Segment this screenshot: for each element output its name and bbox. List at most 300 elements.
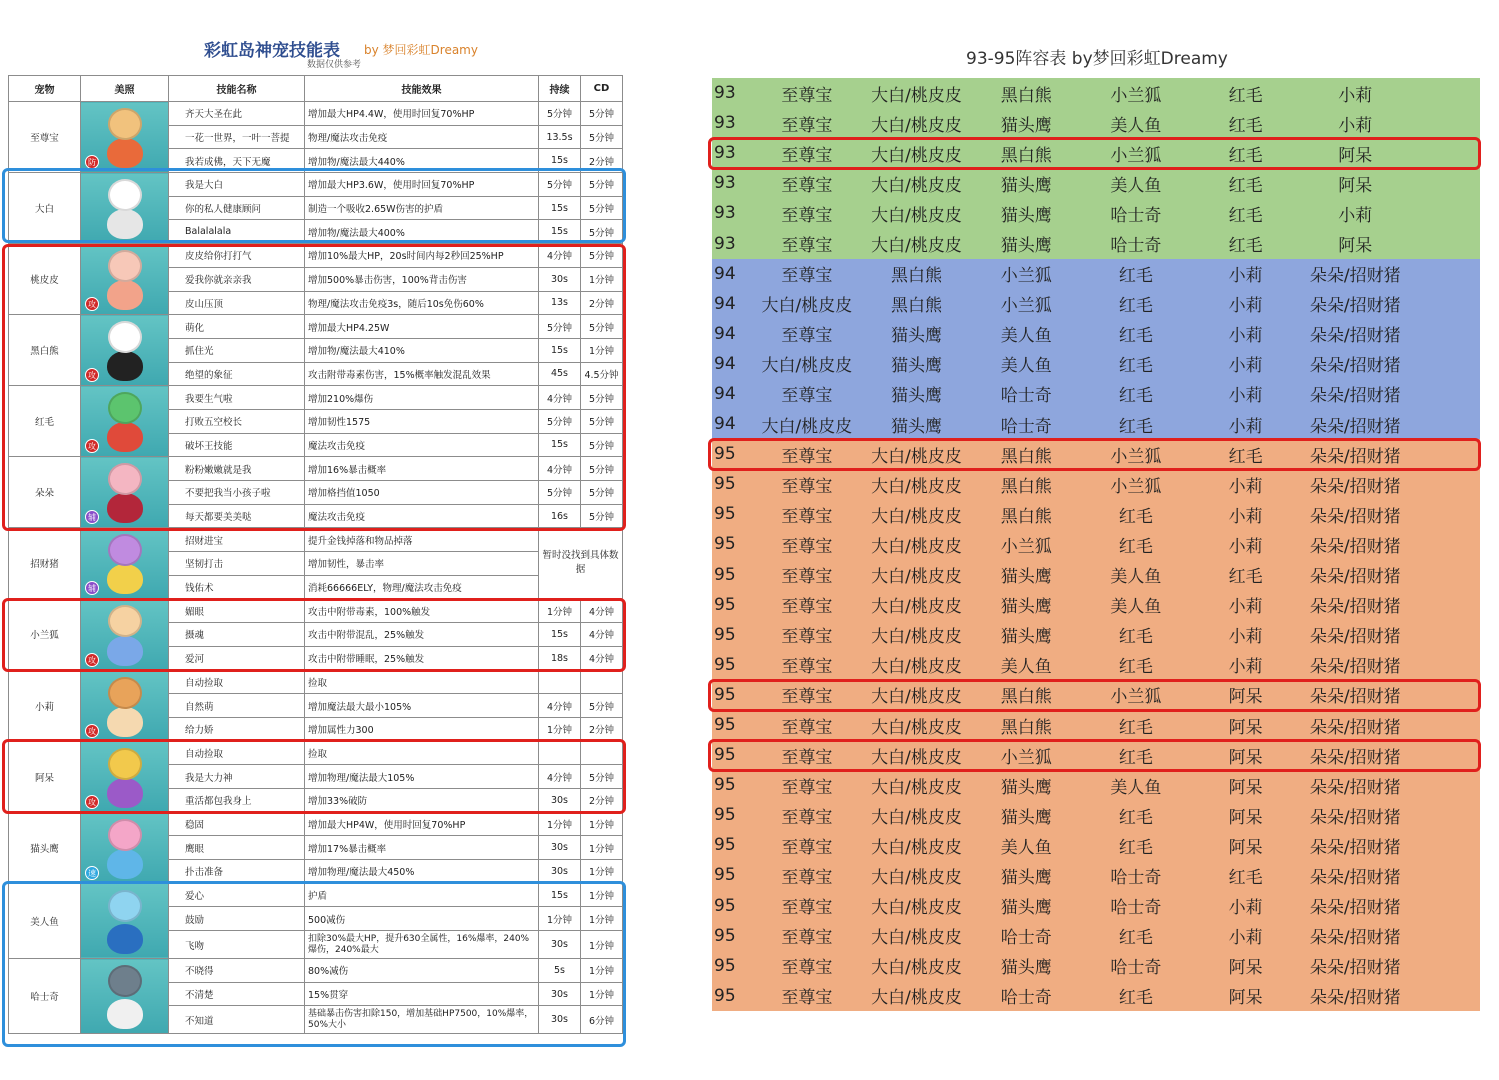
lineup-member: 阿呆 (1228, 687, 1263, 708)
skill-cd: 5分钟 (581, 315, 623, 339)
skill-effect: 增加17%暴击概率 (305, 836, 539, 860)
skill-duration: 30s (539, 836, 581, 860)
skill-effect: 增加最大HP4W，使用时回复70%HP (305, 812, 539, 836)
lineup-member: 阿呆 (1338, 175, 1373, 196)
pet-photo (81, 670, 169, 741)
skill-name: 每天都要美美哒 (169, 504, 305, 528)
lineup-row (712, 259, 1480, 289)
no-data-note: 暂时没找到具体数据 (539, 528, 623, 599)
lineup-member: 大白/桃皮皮 (871, 717, 962, 738)
lineup-level: 95 (714, 805, 736, 826)
skill-duration (539, 670, 581, 694)
skill-effect: 捡取 (305, 741, 539, 765)
skill-duration: 18s (539, 646, 581, 670)
lineup-member: 小兰狐 (1000, 536, 1052, 557)
skill-duration: 15s (539, 883, 581, 907)
lineup-level: 93 (714, 143, 736, 164)
lineup-row (712, 349, 1480, 379)
lineup-member: 朵朵/招财猪 (1309, 326, 1401, 347)
lineup-member: 哈士奇 (1000, 386, 1052, 407)
lineup-member: 至尊宝 (781, 928, 833, 949)
lineup-member: 猫头鹰 (1000, 115, 1052, 136)
lineup-member: 哈士奇 (1110, 205, 1162, 226)
lineup-member: 朵朵/招财猪 (1309, 416, 1401, 437)
lineup-member: 美人鱼 (1000, 837, 1052, 858)
skill-effect: 增加物/魔法最大410% (305, 338, 539, 362)
skill-effect: 增加物/魔法最大440% (305, 149, 539, 173)
pet-head-shape (108, 108, 142, 140)
skill-sheet-header (8, 30, 626, 75)
lineup-member: 大白/桃皮皮 (871, 446, 962, 467)
skill-duration: 5分钟 (539, 173, 581, 197)
lineup-level: 95 (714, 504, 736, 525)
lineup-member: 朵朵/招财猪 (1309, 807, 1401, 828)
pet-photo (81, 883, 169, 958)
skill-duration: 1分钟 (539, 717, 581, 741)
skill-effect: 消耗66666ELY，物理/魔法攻击免疫 (305, 575, 539, 599)
skill-duration: 4分钟 (539, 244, 581, 268)
lineup-level: 93 (714, 203, 736, 224)
pet-portrait-image (81, 813, 168, 883)
lineup-member: 朵朵/招财猪 (1309, 657, 1401, 678)
lineup-level: 95 (714, 865, 736, 886)
pet-body-shape (107, 209, 143, 239)
skill-duration: 1分钟 (539, 812, 581, 836)
lineup-member: 阿呆 (1228, 988, 1263, 1009)
lineup-row (712, 78, 1480, 108)
lineup-member: 至尊宝 (781, 627, 833, 648)
skill-row (9, 812, 623, 836)
lineup-member: 红毛 (1228, 175, 1263, 196)
lineup-member: 猫头鹰 (1000, 627, 1052, 648)
lineup-member: 大白/桃皮皮 (871, 958, 962, 979)
skill-duration: 4分钟 (539, 386, 581, 410)
lineup-member: 大白/桃皮皮 (871, 898, 962, 919)
lineup-member: 至尊宝 (781, 867, 833, 888)
skill-duration: 30s (539, 931, 581, 959)
skill-row (9, 102, 623, 126)
skill-row (9, 670, 623, 694)
lineup-member: 小莉 (1228, 356, 1263, 377)
lineup-member: 大白/桃皮皮 (871, 205, 962, 226)
lineup-member: 大白/桃皮皮 (761, 416, 853, 437)
skill-duration: 30s (539, 860, 581, 884)
lineup-member: 小莉 (1228, 657, 1263, 678)
lineup-row (712, 981, 1480, 1011)
skill-duration: 5分钟 (539, 315, 581, 339)
lineup-row (712, 891, 1480, 921)
skill-name: 自动捡取 (169, 741, 305, 765)
lineup-member: 至尊宝 (781, 958, 833, 979)
lineup-member: 小兰狐 (1000, 747, 1052, 768)
skill-name: 媚眼 (169, 599, 305, 623)
skill-row (9, 599, 623, 623)
skill-cd: 5分钟 (581, 196, 623, 220)
skill-name: 重活都包我身上 (169, 788, 305, 812)
pet-photo (81, 173, 169, 244)
lineup-member: 阿呆 (1228, 958, 1263, 979)
lineup-member: 至尊宝 (781, 506, 833, 527)
lineup-member: 哈士奇 (1110, 898, 1162, 919)
pet-photo (81, 528, 169, 599)
skill-name: 不晓得 (169, 959, 305, 983)
skill-duration: 30s (539, 1006, 581, 1034)
lineup-member: 美人鱼 (1000, 356, 1052, 377)
pet-body-shape (107, 351, 143, 381)
pet-name: 桃皮皮 (9, 244, 81, 315)
lineup-member: 红毛 (1118, 657, 1153, 678)
lineup-member: 至尊宝 (781, 687, 833, 708)
header-skill-name: 技能名称 (169, 76, 305, 102)
lineup-member: 大白/桃皮皮 (871, 597, 962, 618)
lineup-member: 大白/桃皮皮 (871, 115, 962, 136)
lineup-member: 小莉 (1228, 506, 1263, 527)
lineup-member: 哈士奇 (1110, 236, 1162, 257)
lineup-level: 94 (714, 353, 736, 374)
lineup-level: 95 (714, 715, 736, 736)
skill-duration: 5分钟 (539, 481, 581, 505)
skill-duration (539, 741, 581, 765)
skill-name: 爱心 (169, 883, 305, 907)
lineup-member: 红毛 (1228, 867, 1263, 888)
lineup-member: 小莉 (1228, 597, 1263, 618)
lineup-member: 猫头鹰 (891, 326, 943, 347)
pet-head-shape (108, 890, 142, 922)
lineup-level: 95 (714, 564, 736, 585)
skill-name: 一花一世界，一叶一菩提 (169, 125, 305, 149)
skill-name: 我若成佛，天下无魔 (169, 149, 305, 173)
skill-effect: 制造一个吸收2.65W伤害的护盾 (305, 196, 539, 220)
lineup-member: 黑白熊 (1000, 506, 1052, 527)
skill-name: 你的私人健康顾问 (169, 196, 305, 220)
lineup-member: 美人鱼 (1110, 115, 1162, 136)
skill-cd: 5分钟 (581, 409, 623, 433)
lineup-member: 小莉 (1338, 205, 1373, 226)
lineup-member: 大白/桃皮皮 (871, 236, 962, 257)
lineup-member: 猫头鹰 (891, 416, 943, 437)
lineup-member: 猫头鹰 (1000, 236, 1052, 257)
skill-name: 萌化 (169, 315, 305, 339)
skill-effect: 扣除30%最大HP，提升630全属性，16%爆率，240%爆伤，240%最大 (305, 931, 539, 959)
lineup-level: 93 (714, 233, 736, 254)
lineup-member: 至尊宝 (781, 898, 833, 919)
lineup-member: 猫头鹰 (1000, 597, 1052, 618)
skill-duration: 15s (539, 196, 581, 220)
lineup-member: 朵朵/招财猪 (1309, 597, 1401, 618)
skill-duration: 30s (539, 982, 581, 1006)
pet-head-shape (108, 748, 142, 780)
skill-effect: 攻击附带毒素伤害，15%概率触发混乱效果 (305, 362, 539, 386)
lineup-member: 猫头鹰 (1000, 807, 1052, 828)
pet-portrait-image (81, 173, 168, 243)
lineup-member: 红毛 (1228, 567, 1263, 588)
lineup-member: 朵朵/招财猪 (1309, 958, 1401, 979)
lineup-row (712, 108, 1480, 138)
lineup-member: 小兰狐 (1110, 687, 1162, 708)
skill-cd: 5分钟 (581, 244, 623, 268)
pet-photo (81, 741, 169, 812)
skill-duration: 15s (539, 149, 581, 173)
skill-effect: 攻击中附带毒素，100%触发 (305, 599, 539, 623)
skill-cd: 4分钟 (581, 599, 623, 623)
lineup-member: 红毛 (1118, 266, 1153, 287)
lineup-member: 至尊宝 (781, 175, 833, 196)
lineup-member: 红毛 (1118, 386, 1153, 407)
skill-name: 不知道 (169, 1006, 305, 1034)
lineup-member: 朵朵/招财猪 (1309, 536, 1401, 557)
lineup-member: 大白/桃皮皮 (761, 356, 853, 377)
skill-duration: 5s (539, 959, 581, 983)
lineup-member: 至尊宝 (781, 807, 833, 828)
skill-name: 不清楚 (169, 982, 305, 1006)
lineup-member: 黑白熊 (1000, 446, 1052, 467)
skill-effect: 15%贯穿 (305, 982, 539, 1006)
lineup-member: 猫头鹰 (1000, 777, 1052, 798)
lineup-member: 至尊宝 (781, 205, 833, 226)
skill-effect: 魔法攻击免疫 (305, 433, 539, 457)
lineup-member: 小兰狐 (1000, 266, 1052, 287)
lineup-member: 大白/桃皮皮 (871, 687, 962, 708)
pet-photo (81, 457, 169, 528)
pet-name: 阿呆 (9, 741, 81, 812)
skill-cd: 5分钟 (581, 481, 623, 505)
pet-head-shape (108, 179, 142, 211)
skill-cd: 5分钟 (581, 125, 623, 149)
skill-name: 我是大白 (169, 173, 305, 197)
lineup-member: 猫头鹰 (1000, 898, 1052, 919)
lineup-member: 至尊宝 (781, 386, 833, 407)
skill-cd: 1分钟 (581, 812, 623, 836)
pet-head-shape (108, 605, 142, 637)
skill-effect: 80%减伤 (305, 959, 539, 983)
lineup-member: 小莉 (1338, 115, 1373, 136)
skill-cd: 4.5分钟 (581, 362, 623, 386)
lineup-level: 95 (714, 684, 736, 705)
lineup-member: 黑白熊 (1000, 145, 1052, 166)
pet-body-shape (107, 280, 143, 310)
skill-duration: 15s (539, 220, 581, 244)
pet-role-badge: 辅 (85, 581, 99, 595)
skill-effect: 基础暴击伤害扣除150，增加基础HP7500，10%爆率，50%大小 (305, 1006, 539, 1034)
lineup-member: 猫头鹰 (891, 386, 943, 407)
skill-duration: 13.5s (539, 125, 581, 149)
skill-effect: 增加属性力300 (305, 717, 539, 741)
skill-cd: 5分钟 (581, 433, 623, 457)
lineup-member: 小莉 (1338, 85, 1373, 106)
lineup-member: 红毛 (1118, 536, 1153, 557)
skill-name: 鹰眼 (169, 836, 305, 860)
lineup-level: 94 (714, 293, 736, 314)
lineup-member: 小兰狐 (1110, 85, 1162, 106)
lineup-member: 大白/桃皮皮 (871, 988, 962, 1009)
skill-duration: 30s (539, 788, 581, 812)
lineup-row (712, 439, 1480, 469)
pet-role-badge: 攻 (85, 297, 99, 311)
skill-effect: 护盾 (305, 883, 539, 907)
lineup-member: 至尊宝 (781, 145, 833, 166)
pet-role-badge: 攻 (85, 368, 99, 382)
lineup-member: 红毛 (1118, 506, 1153, 527)
lineup-member: 美人鱼 (1110, 567, 1162, 588)
lineup-member: 小莉 (1228, 627, 1263, 648)
lineup-table (712, 78, 1480, 1011)
pet-head-shape (108, 677, 142, 709)
skill-table-header-row (9, 76, 623, 102)
pet-body-shape (107, 564, 143, 594)
lineup-member: 红毛 (1118, 928, 1153, 949)
lineup-member: 朵朵/招财猪 (1309, 356, 1401, 377)
lineup-member: 朵朵/招财猪 (1309, 717, 1401, 738)
skill-duration: 15s (539, 623, 581, 647)
skill-name: 打败五空校长 (169, 409, 305, 433)
lineup-member: 朵朵/招财猪 (1309, 988, 1401, 1009)
lineup-member: 至尊宝 (781, 236, 833, 257)
skill-duration: 4分钟 (539, 457, 581, 481)
skill-effect: 增加500%暴击伤害，100%背击伤害 (305, 267, 539, 291)
lineup-member: 大白/桃皮皮 (871, 837, 962, 858)
lineup-row (712, 620, 1480, 650)
lineup-level: 94 (714, 414, 736, 435)
skill-name: 破坏王技能 (169, 433, 305, 457)
lineup-row (712, 499, 1480, 529)
lineup-member: 大白/桃皮皮 (871, 476, 962, 497)
lineup-member: 黑白熊 (1000, 85, 1052, 106)
lineup-member: 哈士奇 (1000, 416, 1052, 437)
skill-duration: 13s (539, 291, 581, 315)
lineup-member: 哈士奇 (1110, 958, 1162, 979)
lineup-member: 大白/桃皮皮 (871, 928, 962, 949)
skill-sheet-byline: by 梦回彩虹Dreamy (364, 43, 478, 57)
lineup-member: 哈士奇 (1000, 988, 1052, 1009)
lineup-member: 至尊宝 (781, 85, 833, 106)
skill-name: 自动捡取 (169, 670, 305, 694)
lineup-member: 红毛 (1228, 85, 1263, 106)
lineup-member: 红毛 (1118, 296, 1153, 317)
skill-effect: 增加210%爆伤 (305, 386, 539, 410)
pet-name: 猫头鹰 (9, 812, 81, 883)
lineup-level: 94 (714, 383, 736, 404)
skill-row (9, 244, 623, 268)
lineup-row (712, 469, 1480, 499)
lineup-member: 猫头鹰 (1000, 205, 1052, 226)
lineup-row (712, 830, 1480, 860)
header-pet: 宠物 (9, 76, 81, 102)
lineup-member: 红毛 (1118, 717, 1153, 738)
lineup-member: 至尊宝 (781, 326, 833, 347)
skill-name: 招财进宝 (169, 528, 305, 552)
skill-effect: 增加物理/魔法最大450% (305, 860, 539, 884)
lineup-level: 95 (714, 985, 736, 1006)
lineup-row (712, 529, 1480, 559)
pet-portrait-image (81, 599, 168, 669)
skill-cd: 5分钟 (581, 173, 623, 197)
lineup-member: 朵朵/招财猪 (1309, 446, 1401, 467)
lineup-member: 至尊宝 (781, 446, 833, 467)
lineup-member: 至尊宝 (781, 567, 833, 588)
pet-photo (81, 102, 169, 173)
pet-role-badge: 攻 (85, 795, 99, 809)
skill-cd (581, 741, 623, 765)
lineup-member: 猫头鹰 (891, 356, 943, 377)
skill-cd: 6分钟 (581, 1006, 623, 1034)
skill-cd: 1分钟 (581, 959, 623, 983)
skill-effect: 增加物理/魔法最大105% (305, 765, 539, 789)
skill-name: 坚韧打击 (169, 552, 305, 576)
skill-name: 给力娇 (169, 717, 305, 741)
pet-name: 朵朵 (9, 457, 81, 528)
lineup-member: 朵朵/招财猪 (1309, 476, 1401, 497)
lineup-member: 美人鱼 (1110, 777, 1162, 798)
lineup-member: 大白/桃皮皮 (871, 506, 962, 527)
skill-name: Balalalala (169, 220, 305, 244)
skill-cd: 1分钟 (581, 267, 623, 291)
pet-head-shape (108, 819, 142, 851)
lineup-member: 哈士奇 (1000, 928, 1052, 949)
lineup-member: 黑白熊 (1000, 687, 1052, 708)
skill-duration: 5分钟 (539, 102, 581, 126)
skill-name: 齐天大圣在此 (169, 102, 305, 126)
lineup-member: 大白/桃皮皮 (871, 867, 962, 888)
lineup-member: 阿呆 (1228, 747, 1263, 768)
skill-name: 不要把我当小孩子啦 (169, 481, 305, 505)
skill-duration: 15s (539, 433, 581, 457)
skill-row (9, 457, 623, 481)
lineup-member: 黑白熊 (1000, 717, 1052, 738)
pet-head-shape (108, 534, 142, 566)
lineup-member: 朵朵/招财猪 (1309, 867, 1401, 888)
skill-name: 稳固 (169, 812, 305, 836)
lineup-level: 95 (714, 474, 736, 495)
lineup-member: 小莉 (1228, 296, 1263, 317)
pet-photo (81, 244, 169, 315)
lineup-member: 美人鱼 (1110, 597, 1162, 618)
lineup-member: 大白/桃皮皮 (871, 657, 962, 678)
lineup-row (712, 740, 1480, 770)
skill-effect: 增加16%暴击概率 (305, 457, 539, 481)
lineup-member: 红毛 (1228, 205, 1263, 226)
skill-name: 我要生气啦 (169, 386, 305, 410)
lineup-member: 至尊宝 (781, 988, 833, 1009)
lineup-member: 小莉 (1228, 928, 1263, 949)
pet-head-shape (108, 321, 142, 353)
skill-effect: 魔法攻击免疫 (305, 504, 539, 528)
skill-effect: 增加10%最大HP，20s时间内每2秒回25%HP (305, 244, 539, 268)
skill-cd: 2分钟 (581, 291, 623, 315)
skill-cd (581, 670, 623, 694)
skill-effect: 提升金钱掉落和物品掉落 (305, 528, 539, 552)
skill-name: 绝望的象征 (169, 362, 305, 386)
skill-sheet-title: 彩虹岛神宠技能表 (204, 41, 340, 61)
skill-cd: 5分钟 (581, 765, 623, 789)
lineup-member: 大白/桃皮皮 (871, 807, 962, 828)
lineup-level: 93 (714, 83, 736, 104)
lineup-member: 至尊宝 (781, 476, 833, 497)
skill-cd: 1分钟 (581, 883, 623, 907)
lineup-row (712, 921, 1480, 951)
pet-name: 至尊宝 (9, 102, 81, 173)
skill-row (9, 959, 623, 983)
skill-effect: 增加格挡值1050 (305, 481, 539, 505)
lineup-member: 大白/桃皮皮 (871, 627, 962, 648)
skill-name: 摄魂 (169, 623, 305, 647)
lineup-member: 红毛 (1228, 236, 1263, 257)
lineup-row (712, 590, 1480, 620)
pet-body-shape (107, 138, 143, 168)
lineup-member: 小兰狐 (1110, 446, 1162, 467)
pet-body-shape (107, 849, 143, 879)
pet-photo (81, 959, 169, 1034)
skill-effect: 增加33%破防 (305, 788, 539, 812)
